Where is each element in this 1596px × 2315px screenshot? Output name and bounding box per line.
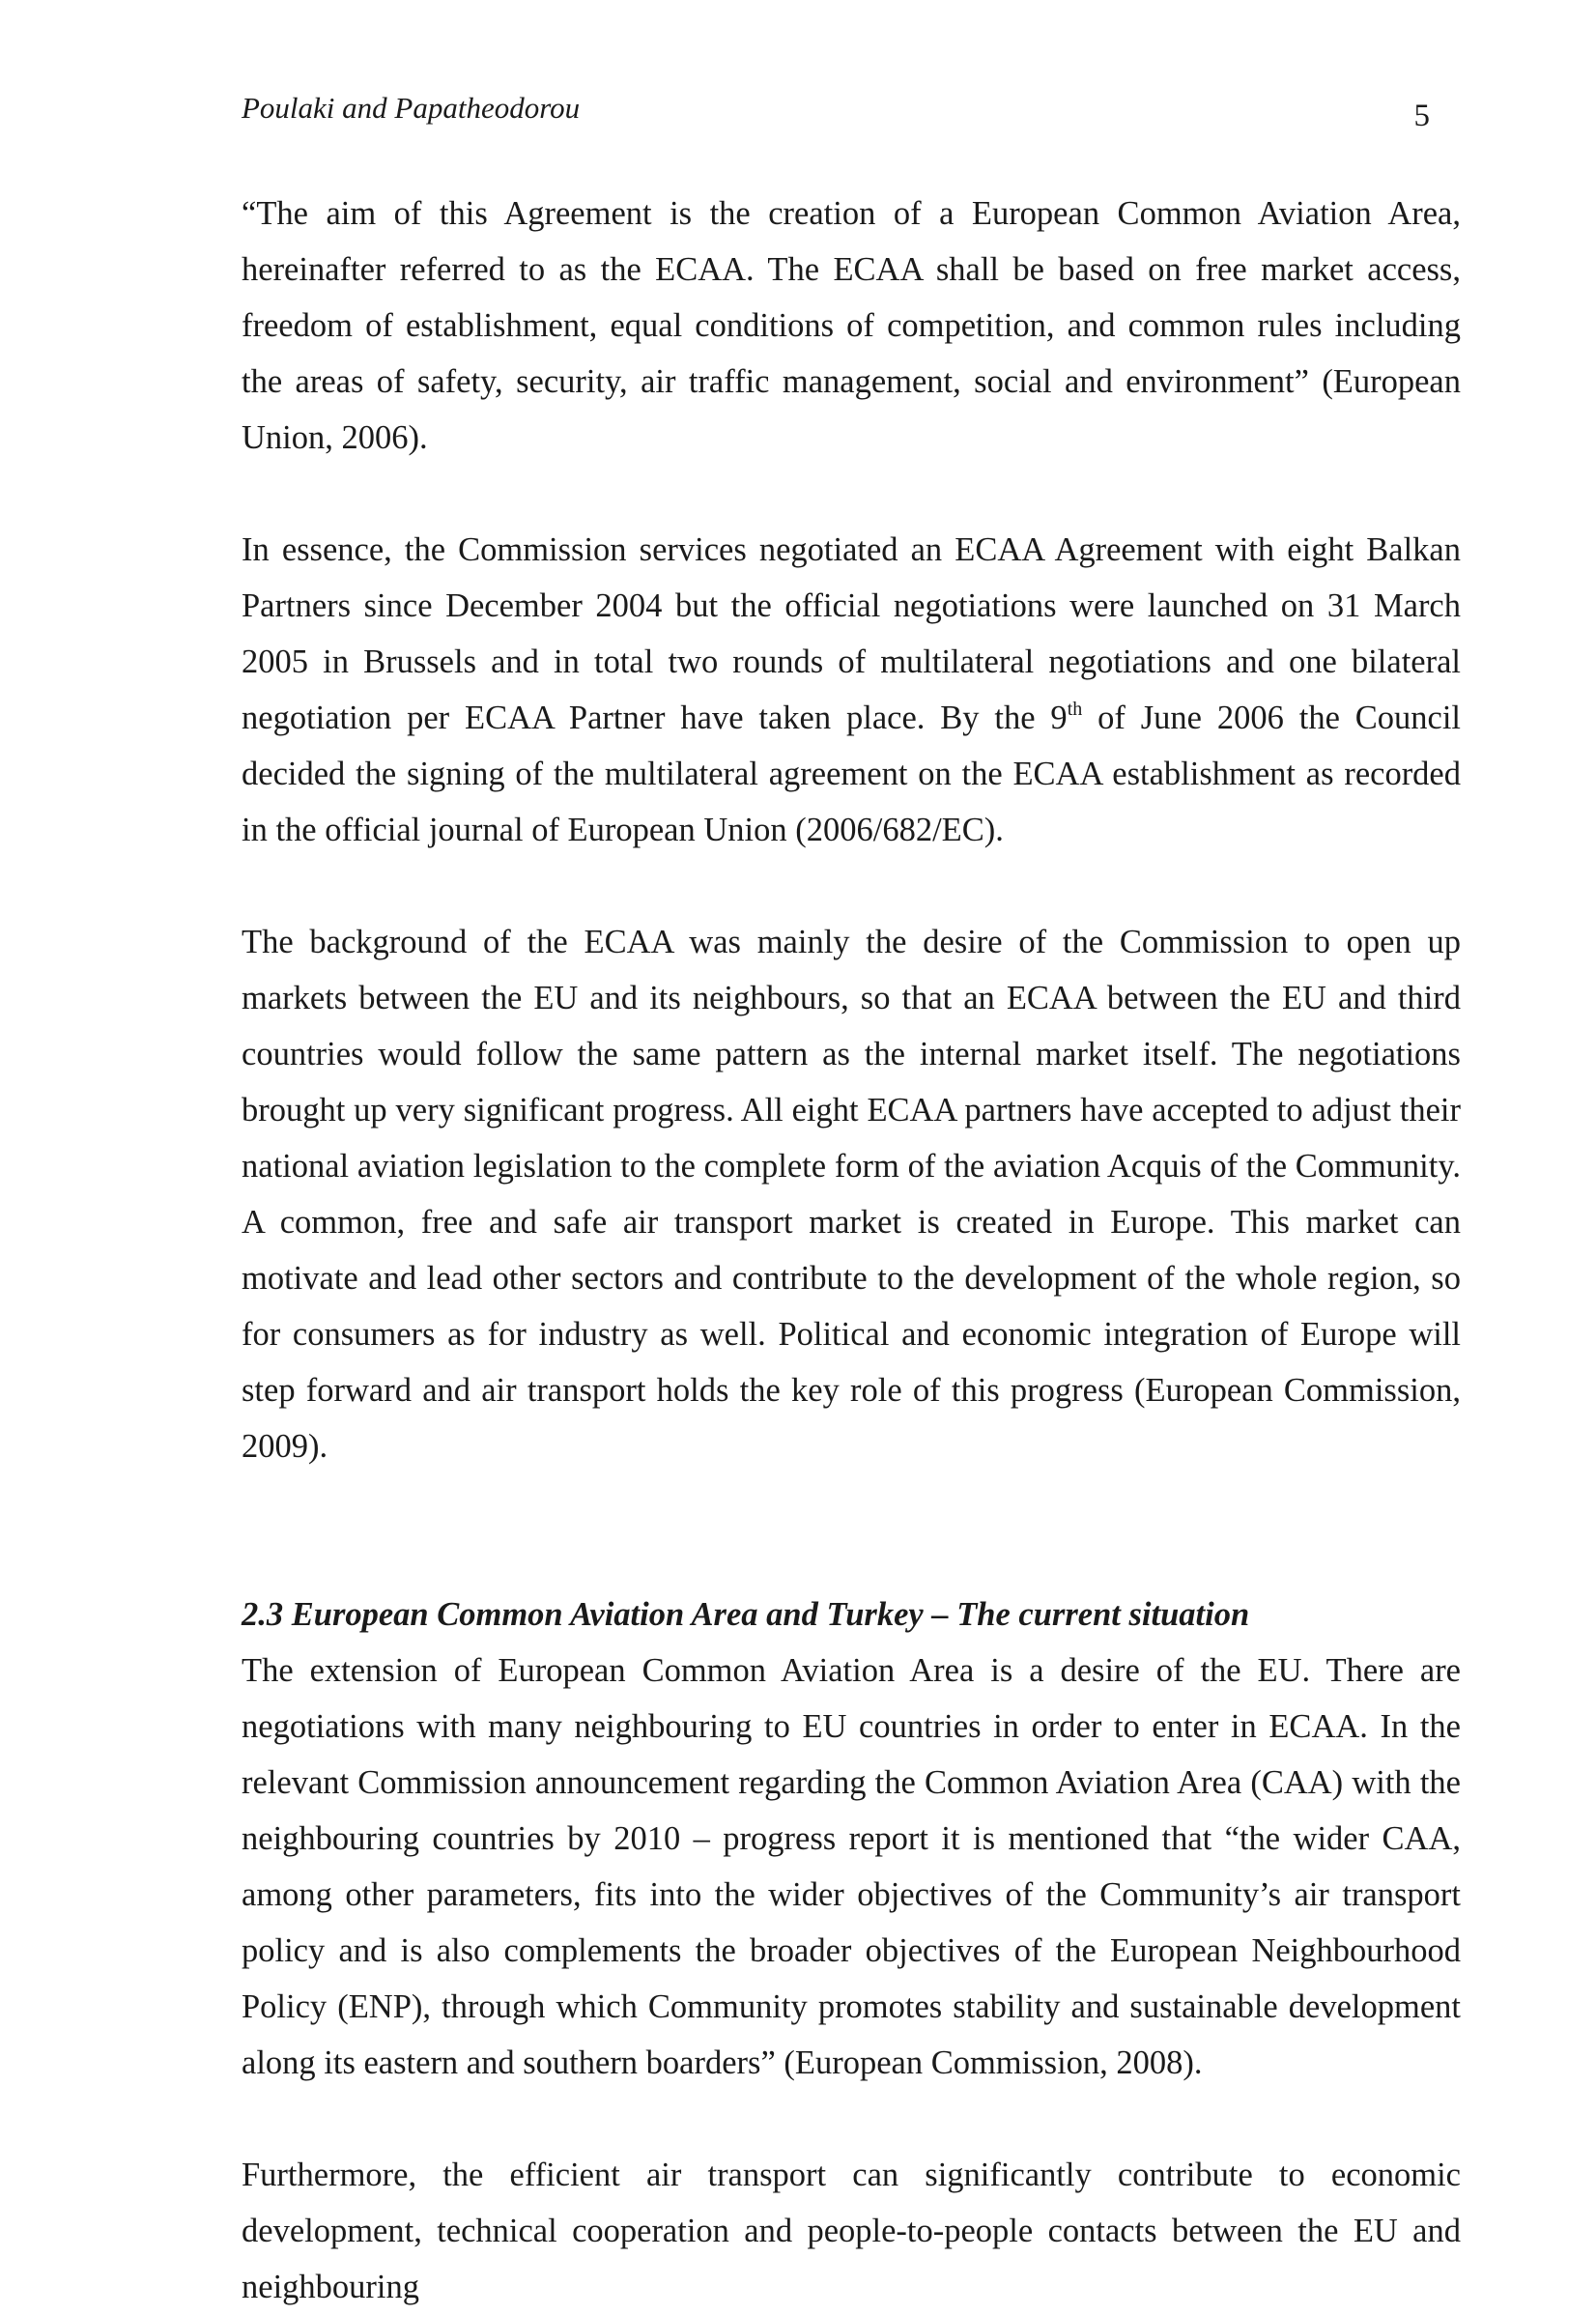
section-heading: 2.3 European Common Aviation Area and Turkey – The current situation bbox=[242, 1596, 1250, 1633]
paragraph-negotiations bbox=[242, 522, 1461, 858]
paragraph-negotiations-part1: In essence, the Commission services negotiated an ECAA Agreement with eight Balkan Partners since December 2004 but the official negotiations were launched on 31 March 2005 in Brussels and in total two rounds of multilateral negotiations and one bilateral negotiation per ECAA Partner have taken place. By the 9 bbox=[242, 531, 1461, 736]
paragraph-extension: The extension of European Common Aviation Area is a desire of the EU. There are negotiations with many neighbouring to EU countries in order to enter in ECAA. In the relevant Commission announcement regarding the Common Aviation Area (CAA) with the neighbouring countries by 2010 – progress report it is mentioned that “the wider CAA, among other parameters, fits into the wider objectives of the Community’s air transport policy and is also complements the broader objectives of the European Neighbourhood Policy (ENP), through which Community promotes stability and sustainable development along its eastern and southern boarders” (European Commission, 2008). bbox=[242, 1652, 1461, 2081]
paragraph-ecaa-quote: “The aim of this Agreement is the creation of a European Common Aviation Area, hereinafter referred to as the ECAA. The ECAA shall be based on free market access, freedom of establishment, equal conditions of competition, and common rules including the areas of safety, security, air traffic management, social and environment” (European Union, 2006). bbox=[242, 195, 1461, 456]
paragraph-negotiations-part2: of June 2006 the Council decided the signing of the multilateral agreement on the ECAA establishment as recorded in the official journal of European Union (2006/682/EC). bbox=[242, 700, 1461, 848]
page-number: 5 bbox=[1413, 99, 1430, 133]
paragraph-furthermore: Furthermore, the efficient air transport can significantly contribute to economic development, technical cooperation and people-to-people contacts between the EU and neighbouring bbox=[242, 2157, 1461, 2305]
body-text bbox=[242, 186, 1461, 2315]
ordinal-superscript: th bbox=[1067, 699, 1083, 720]
page-header bbox=[242, 89, 1430, 133]
paragraph-background: The background of the ECAA was mainly the desire of the Commission to open up markets between the EU and its neighbours, so that an ECAA between the EU and third countries would follow the same pattern as the internal market itself. The negotiations brought up very significant progress. All eight ECAA partners have accepted to adjust their national aviation legislation to the complete form of the aviation Acquis of the Community. A common, free and safe air transport market is created in Europe. This market can motivate and lead other sectors and contribute to the development of the whole region, so for consumers as for industry as well. Political and economic integration of Europe will step forward and air transport holds the key role of this progress (European Commission, 2009). bbox=[242, 924, 1461, 1465]
running-head: Poulaki and Papatheodorou bbox=[242, 91, 581, 125]
